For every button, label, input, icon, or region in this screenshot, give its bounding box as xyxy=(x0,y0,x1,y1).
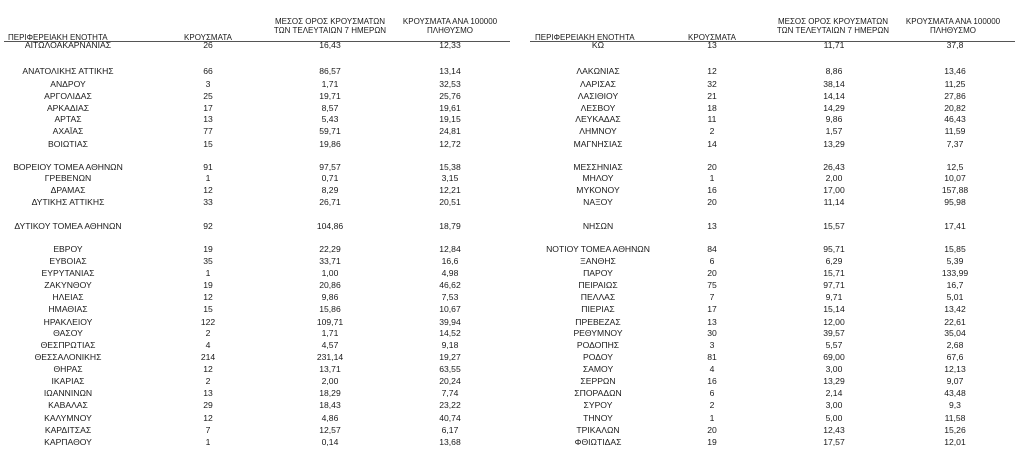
cases-value: 2 xyxy=(709,126,715,136)
region-name: ΛΗΜΝΟΥ xyxy=(579,126,617,136)
region-name: ΕΒΡΟΥ xyxy=(53,244,83,254)
avg7-value: 4,57 xyxy=(321,340,339,350)
per100k-value: 13,46 xyxy=(944,66,966,76)
avg7-value: 5,57 xyxy=(825,340,843,350)
region-name: ΡΕΘΥΜΝΟΥ xyxy=(573,328,623,338)
cases-value: 1 xyxy=(709,413,715,423)
region-name: ΣΠΟΡΑΔΩΝ xyxy=(574,388,622,398)
header-divider xyxy=(4,41,510,42)
cases-value: 75 xyxy=(707,280,717,290)
region-name: ΤΡΙΚΑΛΩΝ xyxy=(576,425,620,435)
per100k-value: 27,86 xyxy=(944,91,966,101)
cases-value: 66 xyxy=(203,66,213,76)
cases-value: 12 xyxy=(707,66,717,76)
region-name: ΓΡΕΒΕΝΩΝ xyxy=(44,173,92,183)
header-per-line2: ΠΛΗΘΥΣΜΟ xyxy=(426,26,474,35)
header-avg-line1: ΜΕΣΟΣ ΟΡΟΣ ΚΡΟΥΣΜΑΤΩΝ xyxy=(777,17,889,26)
cases-value: 12 xyxy=(203,413,213,423)
region-name: ΑΧΑΪΑΣ xyxy=(52,126,84,136)
header-avg-line2: ΤΩΝ ΤΕΛΕΥΤΑΙΩΝ 7 ΗΜΕΡΩΝ xyxy=(273,26,387,35)
per100k-value: 12,5 xyxy=(946,162,964,172)
cases-value: 1 xyxy=(205,173,211,183)
region-name: ΗΛΕΙΑΣ xyxy=(52,292,84,302)
avg7-value: 59,71 xyxy=(319,126,341,136)
cases-value: 19 xyxy=(707,437,717,447)
per100k-value: 19,15 xyxy=(439,114,461,124)
region-name: ΣΕΡΡΩΝ xyxy=(580,376,616,386)
per100k-value: 15,26 xyxy=(944,425,966,435)
per100k-value: 23,22 xyxy=(439,400,461,410)
avg7-value: 18,43 xyxy=(319,400,341,410)
avg7-value: 13,29 xyxy=(823,139,845,149)
cases-value: 15 xyxy=(203,139,213,149)
cases-value: 7 xyxy=(709,292,715,302)
avg7-value: 11,71 xyxy=(823,40,845,50)
avg7-value: 8,29 xyxy=(321,185,339,195)
avg7-value: 69,00 xyxy=(823,352,845,362)
region-name: ΔΡΑΜΑΣ xyxy=(50,185,86,195)
header-per100k-left xyxy=(395,17,505,35)
per100k-value: 12,33 xyxy=(439,40,461,50)
per100k-value: 67,6 xyxy=(946,352,964,362)
region-name: ΛΑΚΩΝΙΑΣ xyxy=(576,66,620,76)
per100k-value: 46,62 xyxy=(439,280,461,290)
avg7-value: 12,57 xyxy=(319,425,341,435)
header-region-left: ΠΕΡΙΦΕΡΕΙΑΚΗ ΕΝΟΤΗΤΑ xyxy=(8,33,108,42)
avg7-value: 17,57 xyxy=(823,437,845,447)
cases-value: 84 xyxy=(707,244,717,254)
region-name: ΜΥΚΟΝΟΥ xyxy=(576,185,620,195)
avg7-value: 13,71 xyxy=(319,364,341,374)
region-name: ΑΙΤΩΛΟΑΚΑΡΝΑΝΙΑΣ xyxy=(24,40,112,50)
avg7-value: 39,57 xyxy=(823,328,845,338)
avg7-value: 19,71 xyxy=(319,91,341,101)
region-name: ΔΥΤΙΚΗΣ ΑΤΤΙΚΗΣ xyxy=(31,197,105,207)
region-name: ΖΑΚΥΝΘΟΥ xyxy=(44,280,92,290)
header-avg-right xyxy=(768,17,898,35)
avg7-value: 5,43 xyxy=(321,114,339,124)
per100k-value: 17,41 xyxy=(944,221,966,231)
region-name: ΠΕΙΡΑΙΩΣ xyxy=(578,280,618,290)
cases-value: 11 xyxy=(707,114,717,124)
region-name: ΑΝΑΤΟΛΙΚΗΣ ΑΤΤΙΚΗΣ xyxy=(22,66,114,76)
avg7-value: 97,71 xyxy=(823,280,845,290)
region-name: ΠΙΕΡΙΑΣ xyxy=(581,304,615,314)
per100k-value: 157,88 xyxy=(941,185,969,195)
avg7-value: 6,29 xyxy=(825,256,843,266)
avg7-value: 15,14 xyxy=(823,304,845,314)
per100k-value: 6,17 xyxy=(441,425,459,435)
per100k-value: 46,43 xyxy=(944,114,966,124)
cases-value: 92 xyxy=(203,221,213,231)
avg7-value: 5,00 xyxy=(825,413,843,423)
avg7-value: 26,71 xyxy=(319,197,341,207)
avg7-value: 1,00 xyxy=(321,268,339,278)
cases-value: 1 xyxy=(205,268,211,278)
cases-value: 20 xyxy=(707,162,717,172)
avg7-value: 16,43 xyxy=(319,40,341,50)
region-name: ΙΚΑΡΙΑΣ xyxy=(51,376,85,386)
region-name: ΘΑΣΟΥ xyxy=(53,328,83,338)
avg7-value: 1,71 xyxy=(321,328,339,338)
header-avg-left xyxy=(265,17,395,35)
per100k-value: 19,27 xyxy=(439,352,461,362)
header-region-right: ΠΕΡΙΦΕΡΕΙΑΚΗ ΕΝΟΤΗΤΑ xyxy=(535,33,635,42)
cases-value: 4 xyxy=(205,340,211,350)
per100k-value: 13,42 xyxy=(944,304,966,314)
cases-value: 13 xyxy=(203,114,213,124)
avg7-value: 15,86 xyxy=(319,304,341,314)
avg7-value: 20,86 xyxy=(319,280,341,290)
avg7-value: 4,86 xyxy=(321,413,339,423)
per100k-value: 39,94 xyxy=(439,317,461,327)
cases-value: 214 xyxy=(200,352,216,362)
avg7-value: 3,00 xyxy=(825,364,843,374)
cases-value: 77 xyxy=(203,126,213,136)
region-name: ΚΑΡΠΑΘΟΥ xyxy=(44,437,92,447)
per100k-value: 133,99 xyxy=(941,268,969,278)
region-name: ΜΗΛΟΥ xyxy=(582,173,614,183)
avg7-value: 3,00 xyxy=(825,400,843,410)
avg7-value: 9,86 xyxy=(825,114,843,124)
region-name: ΜΕΣΣΗΝΙΑΣ xyxy=(573,162,623,172)
avg7-value: 15,57 xyxy=(823,221,845,231)
per100k-value: 11,59 xyxy=(944,126,966,136)
region-name: ΑΝΔΡΟΥ xyxy=(50,79,86,89)
per100k-value: 12,72 xyxy=(439,139,461,149)
per100k-value: 2,68 xyxy=(946,340,964,350)
avg7-value: 8,86 xyxy=(825,66,843,76)
cases-value: 13 xyxy=(707,40,717,50)
per100k-value: 63,55 xyxy=(439,364,461,374)
avg7-value: 11,14 xyxy=(823,197,845,207)
per100k-value: 16,7 xyxy=(946,280,964,290)
cases-value: 122 xyxy=(200,317,216,327)
cases-value: 18 xyxy=(707,103,717,113)
region-name: ΘΕΣΣΑΛΟΝΙΚΗΣ xyxy=(34,352,102,362)
cases-value: 2 xyxy=(205,328,211,338)
region-name: ΒΟΙΩΤΙΑΣ xyxy=(48,139,88,149)
cases-value: 4 xyxy=(709,364,715,374)
avg7-value: 2,00 xyxy=(825,173,843,183)
avg7-value: 38,14 xyxy=(823,79,845,89)
avg7-value: 14,29 xyxy=(823,103,845,113)
cases-value: 13 xyxy=(707,317,717,327)
region-name: ΠΕΛΛΑΣ xyxy=(580,292,616,302)
per100k-value: 10,67 xyxy=(439,304,461,314)
cases-value: 32 xyxy=(707,79,717,89)
region-name: ΦΘΙΩΤΙΔΑΣ xyxy=(574,437,622,447)
cases-value: 13 xyxy=(203,388,213,398)
per100k-value: 37,8 xyxy=(946,40,964,50)
cases-value: 21 xyxy=(707,91,717,101)
region-name: ΚΑΡΔΙΤΣΑΣ xyxy=(44,425,92,435)
per100k-value: 7,74 xyxy=(441,388,459,398)
cases-value: 3 xyxy=(205,79,211,89)
per100k-value: 32,53 xyxy=(439,79,461,89)
avg7-value: 26,43 xyxy=(823,162,845,172)
region-name: ΔΥΤΙΚΟΥ ΤΟΜΕΑ ΑΘΗΝΩΝ xyxy=(14,221,122,231)
region-name: ΛΑΡΙΣΑΣ xyxy=(580,79,616,89)
region-name: ΞΑΝΘΗΣ xyxy=(580,256,616,266)
header-per-line1: ΚΡΟΥΣΜΑΤΑ ΑΝΑ 100000 xyxy=(402,17,498,26)
header-per-line2: ΠΛΗΘΥΣΜΟ xyxy=(929,26,977,35)
per100k-value: 20,24 xyxy=(439,376,461,386)
per100k-value: 16,6 xyxy=(441,256,459,266)
per100k-value: 12,13 xyxy=(944,364,966,374)
per100k-value: 11,25 xyxy=(944,79,966,89)
avg7-value: 8,57 xyxy=(321,103,339,113)
per100k-value: 95,98 xyxy=(944,197,966,207)
per100k-value: 3,15 xyxy=(441,173,459,183)
region-name: ΝΑΞΟΥ xyxy=(583,197,613,207)
cases-value: 15 xyxy=(203,304,213,314)
cases-value: 19 xyxy=(203,244,213,254)
per100k-value: 13,68 xyxy=(439,437,461,447)
per100k-value: 11,58 xyxy=(944,413,966,423)
cases-value: 1 xyxy=(709,173,715,183)
per100k-value: 9,07 xyxy=(946,376,964,386)
region-name: ΑΡΚΑΔΙΑΣ xyxy=(46,103,90,113)
per100k-value: 35,04 xyxy=(944,328,966,338)
cases-value: 29 xyxy=(203,400,213,410)
avg7-value: 14,14 xyxy=(823,91,845,101)
per100k-value: 15,85 xyxy=(944,244,966,254)
region-name: ΠΡΕΒΕΖΑΣ xyxy=(575,317,621,327)
avg7-value: 104,86 xyxy=(316,221,344,231)
per100k-value: 19,61 xyxy=(439,103,461,113)
region-name: ΛΕΥΚΑΔΑΣ xyxy=(575,114,621,124)
cases-value: 20 xyxy=(707,197,717,207)
region-name: ΕΥΒΟΙΑΣ xyxy=(49,256,87,266)
cases-value: 12 xyxy=(203,364,213,374)
per100k-value: 20,82 xyxy=(944,103,966,113)
per100k-value: 9,18 xyxy=(441,340,459,350)
region-name: ΚΩ xyxy=(591,40,605,50)
avg7-value: 1,57 xyxy=(825,126,843,136)
cases-value: 2 xyxy=(709,400,715,410)
avg7-value: 17,00 xyxy=(823,185,845,195)
cases-value: 17 xyxy=(203,103,213,113)
avg7-value: 0,71 xyxy=(321,173,339,183)
per100k-value: 14,52 xyxy=(439,328,461,338)
region-name: ΑΡΤΑΣ xyxy=(54,114,82,124)
region-name: ΙΩΑΝΝΙΝΩΝ xyxy=(43,388,93,398)
cases-value: 19 xyxy=(203,280,213,290)
per100k-value: 7,37 xyxy=(946,139,964,149)
cases-value: 12 xyxy=(203,292,213,302)
header-avg-line2: ΤΩΝ ΤΕΛΕΥΤΑΙΩΝ 7 ΗΜΕΡΩΝ xyxy=(776,26,890,35)
avg7-value: 15,71 xyxy=(823,268,845,278)
per100k-value: 7,53 xyxy=(441,292,459,302)
avg7-value: 12,00 xyxy=(823,317,845,327)
cases-value: 35 xyxy=(203,256,213,266)
avg7-value: 9,71 xyxy=(825,292,843,302)
region-name: ΣΑΜΟΥ xyxy=(582,364,614,374)
cases-value: 1 xyxy=(205,437,211,447)
avg7-value: 19,86 xyxy=(319,139,341,149)
avg7-value: 13,29 xyxy=(823,376,845,386)
cases-value: 3 xyxy=(709,340,715,350)
region-name: ΒΟΡΕΙΟΥ ΤΟΜΕΑ ΑΘΗΝΩΝ xyxy=(13,162,123,172)
region-name: ΣΥΡΟΥ xyxy=(583,400,613,410)
avg7-value: 231,14 xyxy=(316,352,344,362)
cases-value: 7 xyxy=(205,425,211,435)
per100k-value: 12,84 xyxy=(439,244,461,254)
region-name: ΗΜΑΘΙΑΣ xyxy=(48,304,88,314)
cases-value: 14 xyxy=(707,139,717,149)
avg7-value: 95,71 xyxy=(823,244,845,254)
avg7-value: 1,71 xyxy=(321,79,339,89)
region-name: ΝΟΤΙΟΥ ΤΟΜΕΑ ΑΘΗΝΩΝ xyxy=(546,244,650,254)
region-name: ΛΕΣΒΟΥ xyxy=(580,103,616,113)
avg7-value: 9,86 xyxy=(321,292,339,302)
header-per-line1: ΚΡΟΥΣΜΑΤΑ ΑΝΑ 100000 xyxy=(905,17,1001,26)
region-name: ΗΡΑΚΛΕΙΟΥ xyxy=(43,317,93,327)
avg7-value: 2,00 xyxy=(321,376,339,386)
region-name: ΡΟΔΟΠΗΣ xyxy=(576,340,620,350)
cases-value: 2 xyxy=(205,376,211,386)
per100k-value: 10,07 xyxy=(944,173,966,183)
cases-value: 26 xyxy=(203,40,213,50)
header-cases-right: ΚΡΟΥΣΜΑΤΑ xyxy=(688,33,736,42)
per100k-value: 5,39 xyxy=(946,256,964,266)
cases-value: 13 xyxy=(707,221,717,231)
avg7-value: 18,29 xyxy=(319,388,341,398)
avg7-value: 109,71 xyxy=(316,317,344,327)
region-name: ΕΥΡΥΤΑΝΙΑΣ xyxy=(41,268,95,278)
cases-value: 16 xyxy=(707,376,717,386)
header-avg-line1: ΜΕΣΟΣ ΟΡΟΣ ΚΡΟΥΣΜΑΤΩΝ xyxy=(274,17,386,26)
cases-value: 12 xyxy=(203,185,213,195)
region-name: ΝΗΣΩΝ xyxy=(582,221,614,231)
per100k-value: 13,14 xyxy=(439,66,461,76)
region-name: ΚΑΒΑΛΑΣ xyxy=(48,400,88,410)
header-cases-left: ΚΡΟΥΣΜΑΤΑ xyxy=(184,33,232,42)
cases-value: 33 xyxy=(203,197,213,207)
cases-value: 20 xyxy=(707,425,717,435)
per100k-value: 5,01 xyxy=(946,292,964,302)
per100k-value: 9,3 xyxy=(949,400,961,410)
avg7-value: 2,14 xyxy=(825,388,843,398)
per100k-value: 4,98 xyxy=(441,268,459,278)
cases-value: 81 xyxy=(707,352,717,362)
avg7-value: 86,57 xyxy=(319,66,341,76)
per100k-value: 20,51 xyxy=(439,197,461,207)
cases-value: 6 xyxy=(709,256,715,266)
region-name: ΘΕΣΠΡΩΤΙΑΣ xyxy=(40,340,96,350)
per100k-value: 12,21 xyxy=(439,185,461,195)
region-name: ΑΡΓΟΛΙΔΑΣ xyxy=(44,91,92,101)
region-name: ΘΗΡΑΣ xyxy=(53,364,83,374)
cases-value: 17 xyxy=(707,304,717,314)
avg7-value: 12,43 xyxy=(823,425,845,435)
avg7-value: 0,14 xyxy=(321,437,339,447)
cases-value: 30 xyxy=(707,328,717,338)
region-name: ΜΑΓΝΗΣΙΑΣ xyxy=(573,139,623,149)
per100k-value: 25,76 xyxy=(439,91,461,101)
per100k-value: 22,61 xyxy=(944,317,966,327)
header-divider xyxy=(530,41,1015,42)
region-name: ΛΑΣΙΘΙΟΥ xyxy=(577,91,619,101)
avg7-value: 22,29 xyxy=(319,244,341,254)
cases-value: 91 xyxy=(203,162,213,172)
per100k-value: 18,79 xyxy=(439,221,461,231)
avg7-value: 97,57 xyxy=(319,162,341,172)
region-name: ΚΑΛΥΜΝΟΥ xyxy=(44,413,92,423)
per100k-value: 43,48 xyxy=(944,388,966,398)
region-name: ΡΟΔΟΥ xyxy=(583,352,613,362)
per100k-value: 15,38 xyxy=(439,162,461,172)
header-per100k-right xyxy=(898,17,1008,35)
per100k-value: 24,81 xyxy=(439,126,461,136)
avg7-value: 33,71 xyxy=(319,256,341,266)
cases-value: 16 xyxy=(707,185,717,195)
region-name: ΠΑΡΟΥ xyxy=(583,268,613,278)
per100k-value: 12,01 xyxy=(944,437,966,447)
region-name: ΤΗΝΟΥ xyxy=(583,413,613,423)
cases-value: 20 xyxy=(707,268,717,278)
cases-value: 25 xyxy=(203,91,213,101)
cases-value: 6 xyxy=(709,388,715,398)
per100k-value: 40,74 xyxy=(439,413,461,423)
